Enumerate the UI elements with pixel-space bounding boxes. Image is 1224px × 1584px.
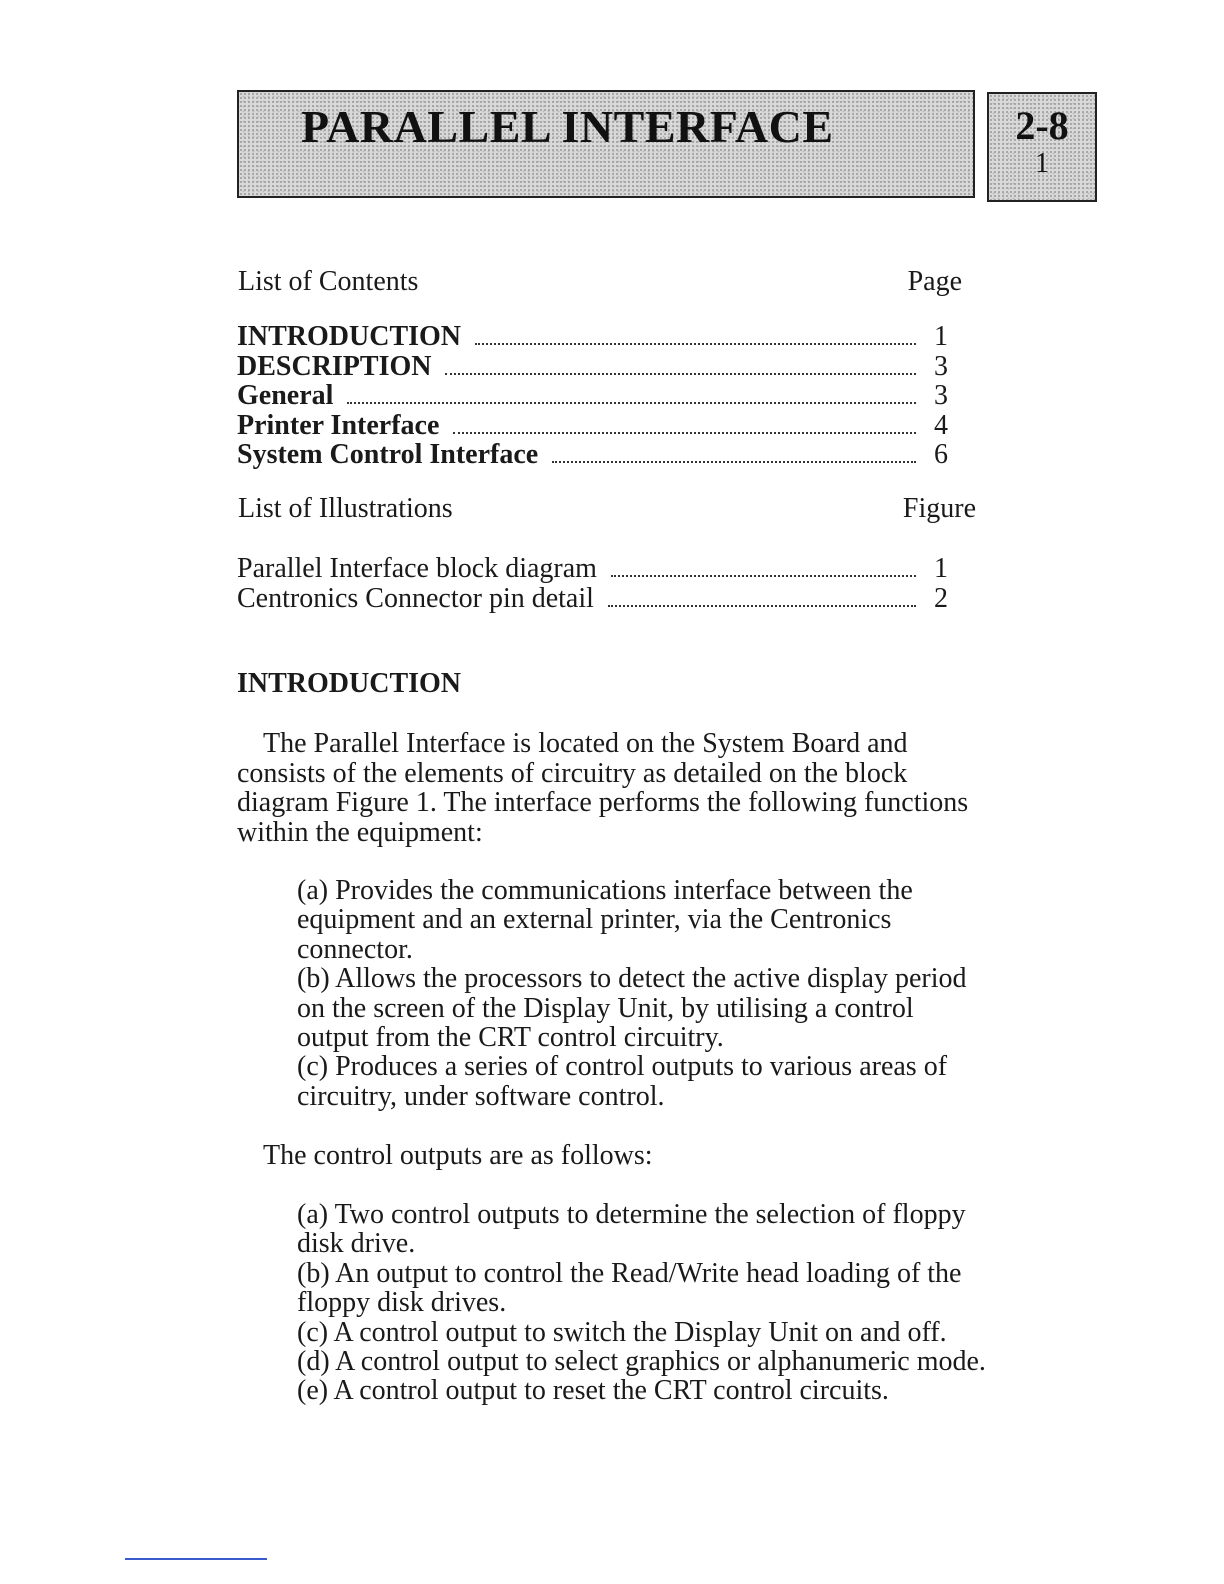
functions-list (297, 876, 987, 1111)
control-output-item: (e) A control output to reset the CRT control circuits. (297, 1375, 889, 1407)
page-title: PARALLEL INTERFACE (301, 101, 834, 152)
toc-entry[interactable] (237, 440, 948, 470)
introduction-heading: INTRODUCTION (237, 668, 462, 699)
control-output-item: (a) Two control outputs to determine the selection of floppy disk drive. (297, 1199, 966, 1260)
illustrations-header (238, 493, 976, 525)
toc-entry[interactable] (237, 322, 948, 352)
function-item: (b) Allows the processors to detect the active display period on the screen of the Display Unit, by utilising a control output from the CRT control circuitry. (297, 963, 967, 1054)
leader-dots (552, 460, 916, 463)
control-output-item: (c) A control output to switch the Display Unit on and off. (297, 1316, 947, 1348)
illustrations-column-label: Figure (902, 493, 976, 524)
toc-entry-label: Printer Interface (237, 409, 440, 441)
illustration-entry-figure: 1 (934, 553, 948, 584)
contents-heading: List of Contents (238, 266, 419, 297)
toc-entry-page: 3 (934, 350, 948, 382)
illustration-entry-label: Centronics Connector pin detail (237, 582, 594, 614)
function-item: (a) Provides the communications interface between the equipment and an external printer, via the Centronics connector. (297, 875, 913, 965)
toc-entry-page: 3 (934, 380, 948, 411)
leader-dots (453, 431, 916, 434)
leader-dots (611, 574, 916, 577)
toc-entry-label: General (237, 380, 334, 411)
toc-entry-page: 1 (934, 321, 948, 352)
toc-entry[interactable] (237, 381, 948, 411)
section-page-number: 1 (1035, 148, 1049, 179)
toc-entry-label: INTRODUCTION (237, 321, 462, 352)
leader-dots (347, 401, 916, 404)
title-banner (237, 90, 975, 198)
leader-dots (475, 342, 916, 345)
leader-dots (608, 604, 916, 607)
section-box (987, 92, 1097, 202)
illustration-entry[interactable] (237, 554, 948, 584)
toc-entry[interactable] (237, 411, 948, 441)
contents-column-label: Page (907, 266, 962, 297)
toc-entry-page: 4 (934, 409, 948, 441)
toc-entry-label: System Control Interface (237, 439, 539, 470)
introduction-paragraph: The Parallel Interface is located on the System Board and consists of the elements of circuitry as detailed on the block diagram Figure 1. The interface performs the following functions within the equipment: (237, 728, 969, 848)
illustration-entry[interactable] (237, 584, 948, 614)
control-output-item: (b) An output to control the Read/Write head loading of the floppy disk drives. (297, 1257, 962, 1319)
leader-dots (445, 372, 916, 375)
bottom-divider (125, 1558, 267, 1560)
control-output-item: (d) A control output to select graphics or alphanumeric mode. (297, 1346, 986, 1378)
illustration-entry-label: Parallel Interface block diagram (237, 553, 597, 584)
function-item: (c) Produces a series of control outputs to various areas of circuitry, under software control. (297, 1051, 948, 1112)
control-outputs-intro: The control outputs are as follows: (263, 1140, 653, 1171)
toc-entry-page: 6 (934, 439, 948, 470)
section-number: 2-8 (1015, 103, 1069, 148)
contents-list (237, 322, 948, 470)
toc-entry[interactable] (237, 352, 948, 382)
illustrations-heading: List of Illustrations (238, 493, 453, 524)
illustrations-list (237, 554, 948, 613)
toc-entry-label: DESCRIPTION (237, 350, 432, 382)
contents-header (238, 266, 962, 298)
illustration-entry-figure: 2 (934, 582, 948, 614)
control-outputs-list (297, 1200, 987, 1406)
